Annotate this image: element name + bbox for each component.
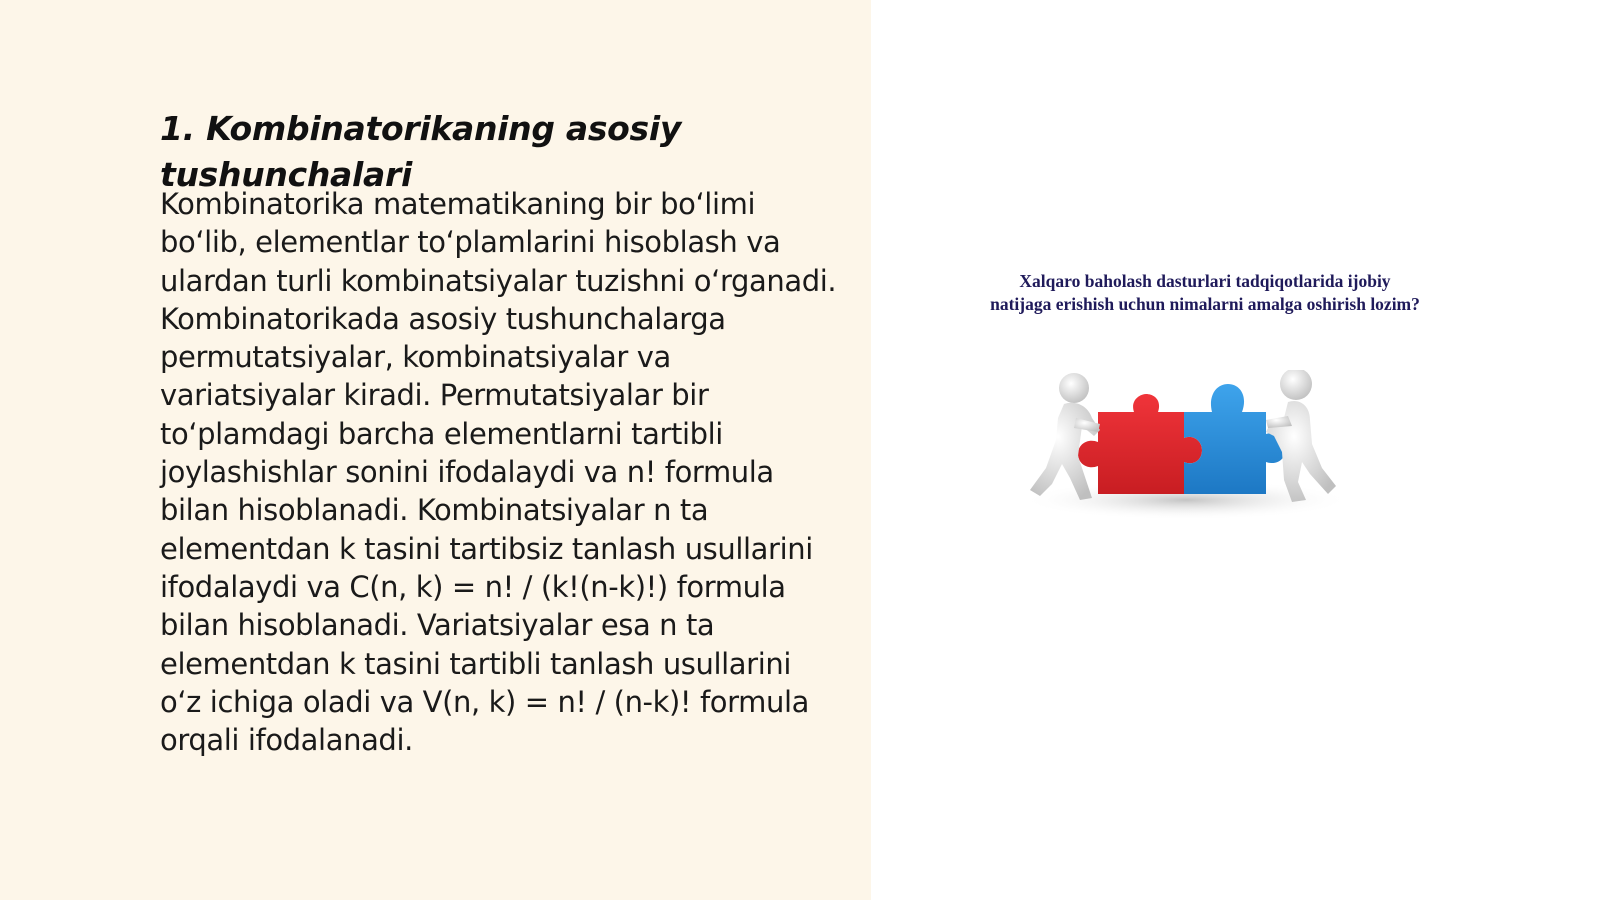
red-puzzle-piece	[1078, 394, 1202, 494]
slide-title: 1. Kombinatorikaning asosiy tushunchalari	[160, 109, 682, 194]
blue-puzzle-piece	[1184, 384, 1286, 494]
image-caption: Xalqaro baholash dasturlari tadqiqotlarida ijobiy natijaga erishish uchun nimalarni amalga oshirish lozim?	[990, 271, 1420, 314]
slide-image	[990, 262, 1420, 527]
right-figure	[1266, 370, 1336, 502]
left-figure	[1030, 373, 1100, 500]
slide-body-text: Kombinatorika matematikaning bir bo‘limi bo‘lib, elementlar to‘plamlarini hisoblash va ulardan turli kombinatsiyalar tuzishni o‘rganadi. Kombinatorikada asosiy tushunchalarga permutatsiyalar, kombinatsiyalar va variatsiyalar kiradi. Permutatsiyalar bir to‘plamdagi barcha elementlarni tartibli joylashishlar sonini ifodalaydi va n! formula bilan hisoblanadi. Kombinatsiyalar n ta elementdan k tasini tartibsiz tanlash usullarini ifodalaydi va C(n, k) = n! / (k!(n-k)!) formula bilan hisoblanadi. Variatsiyalar esa n ta elementdan k tasini tartibli tanlash usullarini o‘z ichiga oladi va V(n, k) = n! / (n-k)! formula orqali ifodalanadi.	[160, 187, 837, 758]
puzzle-figures-icon	[1016, 370, 1356, 520]
